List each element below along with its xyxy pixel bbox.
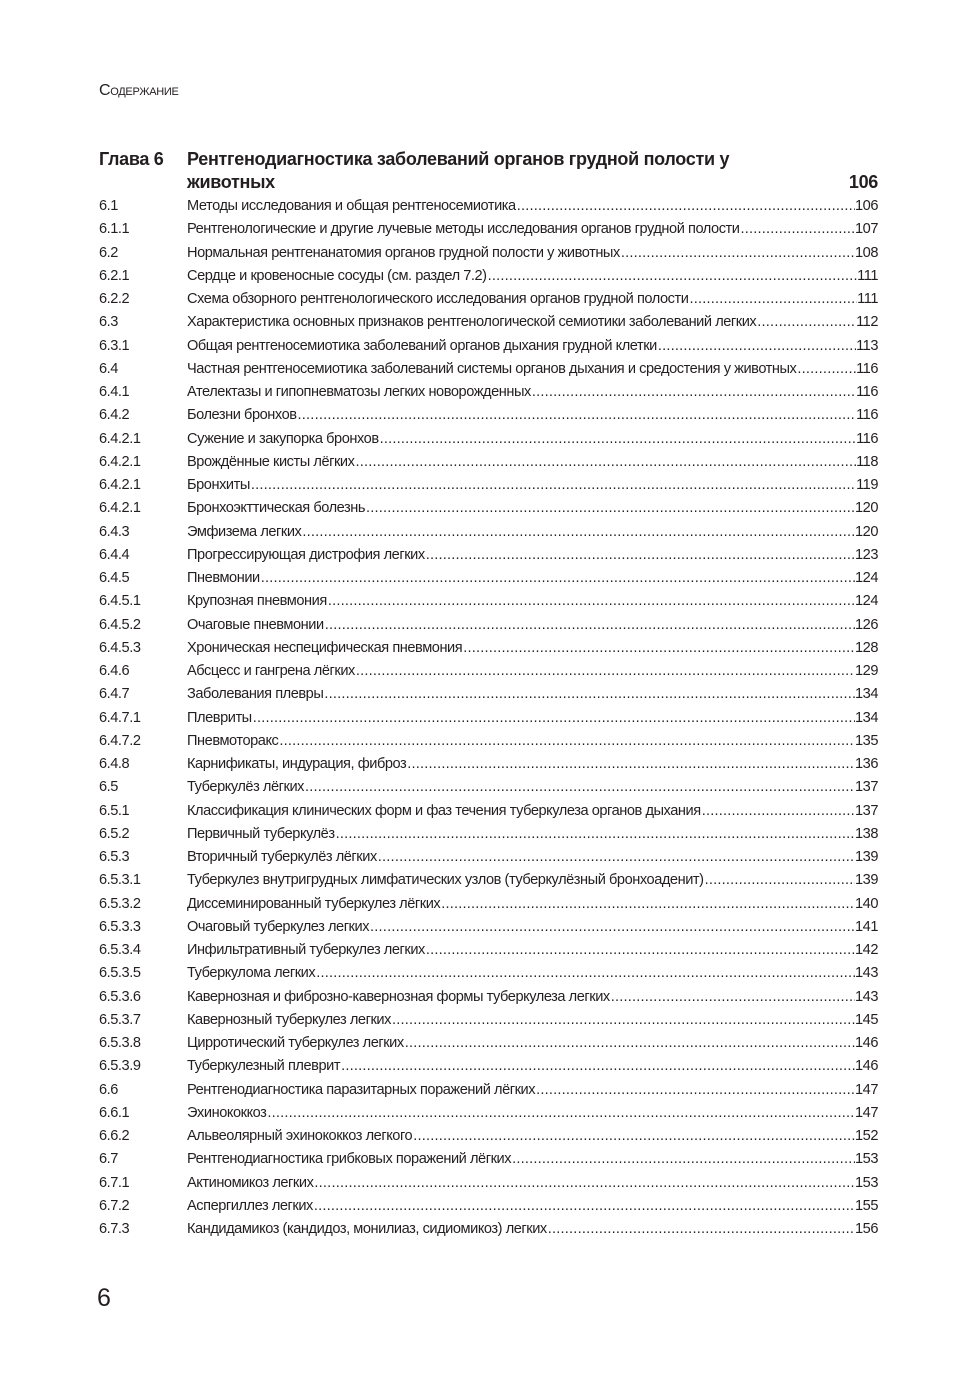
entry-page: 119 — [856, 477, 878, 493]
dot-leader — [531, 381, 856, 404]
entry-title: Вторичный туберкулёз лёгких — [187, 849, 377, 865]
entry-page: 138 — [855, 825, 878, 842]
dot-leader — [462, 637, 855, 660]
entry-page: 139 — [855, 872, 878, 889]
entry-number: 6.5.3.6 — [99, 988, 141, 1005]
dot-leader — [369, 916, 855, 939]
entry-title: Туберкулома легких — [187, 965, 316, 982]
entry-title: Абсцесс и гангрена лёгких — [187, 663, 355, 679]
entry-page: 128 — [855, 639, 878, 656]
toc-entry[interactable] — [99, 939, 878, 962]
toc-entry[interactable] — [99, 404, 878, 427]
dot-leader — [335, 823, 855, 846]
dot-leader — [278, 730, 855, 753]
entry-title: Туберкулезный плеврит — [187, 1058, 341, 1075]
entry-number: 6.3.1 — [99, 337, 130, 354]
dot-leader — [412, 1125, 855, 1148]
toc-entry[interactable] — [99, 195, 878, 218]
entry-page: 136 — [855, 756, 878, 772]
toc-entry[interactable] — [99, 707, 878, 730]
entry-title: Общая рентгеносемиотика заболеваний органов дыхания грудной клетки — [187, 337, 657, 354]
entry-title: Эхинококкоз — [187, 1104, 267, 1121]
dot-leader — [379, 428, 856, 451]
dot-leader — [425, 939, 855, 962]
entry-page: 111 — [857, 291, 878, 307]
dot-leader — [313, 1195, 855, 1218]
toc-entry[interactable] — [99, 869, 878, 892]
toc-entry[interactable] — [99, 590, 878, 613]
entry-title: Частная рентгеносемиотика заболеваний системы органов дыхания и средостения у животных — [187, 360, 797, 377]
entry-page: 123 — [855, 546, 878, 563]
entry-title: Пневмоторакс — [187, 732, 279, 749]
dot-leader — [404, 1032, 855, 1055]
entry-title: Прогрессирующая дистрофия легких — [187, 546, 425, 563]
toc-entry[interactable] — [99, 1032, 878, 1055]
toc-entry[interactable] — [99, 1172, 878, 1195]
toc-entry[interactable] — [99, 823, 878, 846]
page-number: 6 — [97, 1284, 111, 1312]
entry-title: Инфильтративный туберкулез легких — [187, 942, 425, 958]
entry-title: Пневмонии — [187, 570, 260, 586]
entry-title: Рентгенологические и другие лучевые методы исследования органов грудной полости — [187, 221, 740, 238]
entry-page: 124 — [855, 570, 878, 586]
entry-title: Характеристика основных признаков рентгенологической семиотики заболеваний легких — [187, 314, 757, 331]
entry-number: 6.7.1 — [99, 1174, 130, 1191]
toc-entry[interactable] — [99, 265, 878, 288]
entry-page: 116 — [856, 384, 878, 400]
entry-page: 137 — [855, 779, 878, 796]
toc-entry[interactable] — [99, 660, 878, 683]
toc-entry[interactable] — [99, 753, 878, 776]
entry-number: 6.2.2 — [99, 291, 130, 307]
running-header: Содержание — [99, 82, 179, 99]
entry-number: 6.4.5 — [99, 570, 130, 586]
dot-leader — [657, 335, 856, 358]
entry-title: Очаговый туберкулез легких — [187, 918, 370, 935]
entry-number: 6.2.1 — [99, 267, 130, 284]
entry-number: 6.5.2 — [99, 825, 130, 842]
entry-page: 116 — [856, 360, 878, 377]
entry-title: Ателектазы и гипопневматозы легких новорожденных — [187, 384, 531, 400]
entry-number: 6.6 — [99, 1081, 118, 1098]
entry-page: 143 — [855, 988, 878, 1005]
toc-entry[interactable] — [99, 916, 878, 939]
toc-entry[interactable] — [99, 1125, 878, 1148]
dot-leader — [796, 358, 856, 381]
entry-page: 111 — [857, 267, 878, 284]
entry-number: 6.4.5.3 — [99, 639, 141, 656]
toc-entry[interactable] — [99, 381, 878, 404]
entry-number: 6.4.7.2 — [99, 732, 141, 749]
entry-page: 116 — [856, 407, 878, 424]
entry-number: 6.5.3.3 — [99, 918, 141, 935]
entry-number: 6.4.2.1 — [99, 430, 141, 447]
entry-title: Кавернозная и фиброзно-кавернозная формы туберкулеза легких — [187, 988, 610, 1005]
toc-entry[interactable] — [99, 962, 878, 985]
entry-title: Карнификаты, индурация, фиброз — [187, 756, 407, 772]
entry-title: Эмфизема легких — [187, 523, 302, 540]
dot-leader — [406, 753, 855, 776]
entry-number: 6.4.4 — [99, 546, 130, 563]
toc-entry[interactable] — [99, 451, 878, 474]
dot-leader — [340, 1055, 855, 1078]
entry-title: Туберкулез внутригрудных лимфатических узлов (туберкулёзный бронхоаденит) — [187, 872, 704, 889]
dot-leader — [365, 497, 855, 520]
entry-number: 6.5 — [99, 779, 118, 796]
entry-number: 6.4.7.1 — [99, 709, 141, 726]
dot-leader — [324, 614, 855, 637]
entry-page: 143 — [855, 965, 878, 982]
entry-page: 107 — [855, 221, 878, 238]
entry-number: 6.4.3 — [99, 523, 130, 540]
entry-number: 6.4.7 — [99, 686, 130, 703]
toc-entry[interactable] — [99, 544, 878, 567]
chapter-title: Рентгенодиагностика заболеваний органов грудной полости у животных — [187, 149, 730, 192]
entry-title: Методы исследования и общая рентгеносемиотика — [187, 198, 516, 214]
toc-entry[interactable] — [99, 242, 878, 265]
toc-entry[interactable] — [99, 986, 878, 1009]
entry-number: 6.5.3.5 — [99, 965, 141, 982]
toc-entry[interactable] — [99, 428, 878, 451]
entry-number: 6.4.5.1 — [99, 593, 141, 610]
dot-leader — [756, 311, 856, 334]
entry-page: 137 — [855, 802, 878, 819]
entry-page: 145 — [855, 1011, 878, 1028]
dot-leader — [250, 474, 856, 497]
toc-entry[interactable] — [99, 1148, 878, 1171]
entry-page: 146 — [855, 1058, 878, 1075]
entry-page: 135 — [855, 732, 878, 749]
entry-title: Бронхиты — [187, 477, 250, 493]
toc-entry[interactable] — [99, 683, 878, 706]
entry-title: Бронхоэкттическая болезнь — [187, 500, 365, 517]
dot-leader — [304, 776, 855, 799]
toc-entry[interactable] — [99, 637, 878, 660]
dot-leader — [739, 218, 855, 241]
entry-page: 142 — [855, 942, 878, 958]
dot-leader — [252, 707, 855, 730]
entry-title: Заболевания плевры — [187, 686, 324, 703]
entry-number: 6.4 — [99, 360, 118, 377]
dot-leader — [535, 1079, 855, 1102]
entry-title: Актиномикоз легких — [187, 1174, 314, 1191]
entry-number: 6.5.3.7 — [99, 1011, 141, 1028]
dot-leader — [547, 1218, 855, 1241]
toc-entry[interactable] — [99, 474, 878, 497]
entry-number: 6.5.1 — [99, 802, 130, 819]
entry-title: Крупозная пневмония — [187, 593, 327, 610]
entry-page: 106 — [855, 198, 878, 214]
toc-entry[interactable] — [99, 497, 878, 520]
entry-number: 6.4.2.1 — [99, 500, 141, 517]
entry-number: 6.3 — [99, 314, 118, 331]
entry-page: 147 — [855, 1081, 878, 1098]
entry-page: 124 — [855, 593, 878, 610]
entry-title: Сужение и закупорка бронхов — [187, 430, 379, 447]
entry-page: 153 — [855, 1174, 878, 1191]
toc-entry[interactable] — [99, 846, 878, 869]
entry-page: 139 — [855, 849, 878, 865]
dot-leader — [704, 869, 855, 892]
toc-entry[interactable] — [99, 311, 878, 334]
entry-page: 152 — [855, 1128, 878, 1144]
dot-leader — [355, 660, 855, 683]
entry-number: 6.5.3 — [99, 849, 130, 865]
entry-number: 6.1 — [99, 198, 118, 214]
toc-entry[interactable] — [99, 776, 878, 799]
toc-entry[interactable] — [99, 1079, 878, 1102]
toc-entry[interactable] — [99, 218, 878, 241]
dot-leader — [260, 567, 855, 590]
chapter-label: Глава 6 — [99, 149, 164, 169]
entry-title: Кавернозный туберкулез легких — [187, 1011, 391, 1028]
entry-number: 6.7.2 — [99, 1197, 130, 1214]
entry-page: 116 — [856, 430, 878, 447]
entry-page: 120 — [855, 500, 878, 517]
entry-title: Диссеминированный туберкулез лёгких — [187, 895, 441, 912]
entry-page: 118 — [856, 453, 878, 470]
toc-entry[interactable] — [99, 335, 878, 358]
dot-leader — [487, 265, 858, 288]
chapter-page: 106 — [848, 172, 878, 192]
dot-leader — [354, 451, 856, 474]
entry-title: Плевриты — [187, 709, 252, 726]
entry-page: 112 — [856, 314, 878, 331]
entry-number: 6.5.3.9 — [99, 1058, 141, 1075]
toc-entry[interactable] — [99, 730, 878, 753]
dot-leader — [315, 962, 855, 985]
entry-page: 146 — [855, 1035, 878, 1051]
entry-page: 155 — [855, 1197, 878, 1214]
dot-leader — [440, 893, 855, 916]
dot-leader — [688, 288, 857, 311]
dot-leader — [377, 846, 855, 869]
entry-page: 134 — [855, 686, 878, 703]
entry-title: Хроническая неспецифическая пневмония — [187, 639, 463, 656]
toc-entry[interactable] — [99, 358, 878, 381]
entry-number: 6.5.3.4 — [99, 942, 141, 958]
dot-leader — [620, 242, 855, 265]
entry-number: 6.7 — [99, 1151, 118, 1168]
dot-leader — [391, 1009, 855, 1032]
entry-page: 134 — [855, 709, 878, 726]
entry-number: 6.4.6 — [99, 663, 130, 679]
entry-number: 6.4.5.2 — [99, 616, 141, 633]
dot-leader — [323, 683, 855, 706]
entry-title: Аспергиллез легких — [187, 1197, 313, 1214]
toc-entry[interactable] — [99, 1009, 878, 1032]
entry-page: 140 — [855, 895, 878, 912]
entry-number: 6.5.3.2 — [99, 895, 141, 912]
dot-leader — [313, 1172, 855, 1195]
entry-page: 141 — [855, 918, 878, 935]
entry-title: Очаговые пневмонии — [187, 616, 324, 633]
toc-entry[interactable] — [99, 288, 878, 311]
entry-title: Болезни бронхов — [187, 407, 297, 424]
toc-entry[interactable] — [99, 1218, 878, 1241]
entry-number: 6.4.2 — [99, 407, 130, 424]
entry-number: 6.1.1 — [99, 221, 130, 238]
entry-number: 6.7.3 — [99, 1221, 130, 1237]
dot-leader — [327, 590, 855, 613]
dot-leader — [301, 521, 855, 544]
entry-page: 113 — [856, 337, 878, 354]
entry-title: Схема обзорного рентгенологического исследования органов грудной полости — [187, 291, 689, 307]
entry-title: Рентгенодиагностика грибковых поражений лёгких — [187, 1151, 512, 1168]
entry-number: 6.4.2.1 — [99, 477, 141, 493]
toc-entry[interactable] — [99, 614, 878, 637]
table-of-contents — [99, 195, 878, 1241]
entry-page: 108 — [855, 244, 878, 261]
entry-page: 156 — [855, 1221, 878, 1237]
entry-number: 6.5.3.8 — [99, 1035, 141, 1051]
toc-entry[interactable] — [99, 567, 878, 590]
toc-entry[interactable] — [99, 1055, 878, 1078]
entry-title: Сердце и кровеносные сосуды (см. раздел 7.2) — [187, 267, 487, 284]
entry-title: Врождённые кисты лёгких — [187, 453, 355, 470]
entry-title: Цирротический туберкулез легких — [187, 1035, 404, 1051]
entry-number: 6.4.8 — [99, 756, 130, 772]
entry-number: 6.6.1 — [99, 1104, 130, 1121]
entry-number: 6.5.3.1 — [99, 872, 141, 889]
entry-title: Альвеолярный эхинококкоз легкого — [187, 1128, 413, 1144]
toc-entry[interactable] — [99, 800, 878, 823]
dot-leader — [516, 195, 855, 218]
toc-entry[interactable] — [99, 521, 878, 544]
entry-title: Классификация клинических форм и фаз течения туберкулеза органов дыхания — [187, 802, 701, 819]
entry-number: 6.4.2.1 — [99, 453, 141, 470]
toc-entry[interactable] — [99, 1102, 878, 1125]
dot-leader — [701, 800, 855, 823]
entry-page: 126 — [855, 616, 878, 633]
entry-number: 6.6.2 — [99, 1128, 130, 1144]
entry-number: 6.4.1 — [99, 384, 130, 400]
dot-leader — [610, 986, 855, 1009]
toc-entry[interactable] — [99, 1195, 878, 1218]
dot-leader — [511, 1148, 855, 1171]
entry-page: 147 — [855, 1104, 878, 1121]
toc-entry[interactable] — [99, 893, 878, 916]
entry-title: Кандидамикоз (кандидоз, монилиаз, сидиомикоз) легких — [187, 1221, 547, 1237]
entry-title: Первичный туберкулёз — [187, 825, 335, 842]
entry-number: 6.2 — [99, 244, 118, 261]
entry-title: Туберкулёз лёгких — [187, 779, 305, 796]
entry-page: 129 — [855, 663, 878, 679]
entry-page: 153 — [855, 1151, 878, 1168]
dot-leader — [297, 404, 857, 427]
entry-title: Нормальная рентгенанатомия органов грудной полости у животных — [187, 244, 620, 261]
dot-leader — [425, 544, 855, 567]
entry-page: 120 — [855, 523, 878, 540]
dot-leader — [266, 1102, 855, 1125]
entry-title: Рентгенодиагностика паразитарных поражений лёгких — [187, 1081, 536, 1098]
